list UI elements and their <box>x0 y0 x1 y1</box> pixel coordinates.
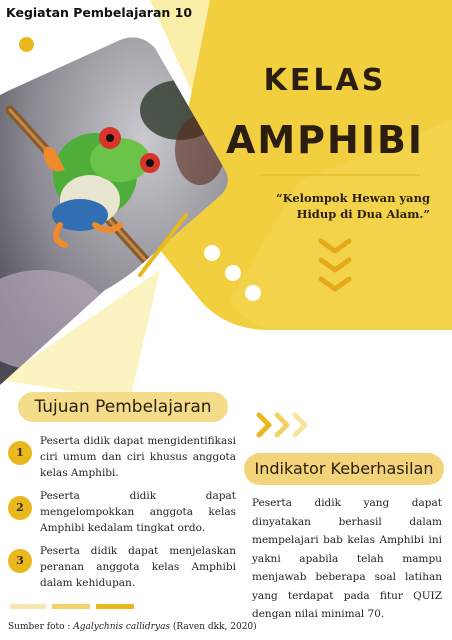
photo-source <box>8 622 257 632</box>
footer-bar-3 <box>96 604 134 609</box>
header-label: Kegiatan Pembelajaran 10 <box>6 5 193 20</box>
bubble-3 <box>245 285 261 301</box>
chevron-right-icon <box>256 412 316 438</box>
item-number-1: 1 <box>8 441 32 465</box>
tujuan-item-3: Peserta didik dapat menjelaskan peranan anggota kelas Amphibi dalam kehidupan. <box>40 545 236 589</box>
source-suffix: (Raven dkk, 2020) <box>170 622 257 632</box>
title-line-1: KELAS <box>263 63 387 98</box>
bubble-1 <box>204 245 220 261</box>
footer-bar-2 <box>52 604 90 609</box>
item-number-3: 3 <box>8 549 32 573</box>
tujuan-item-1: Peserta didik dapat mengidentifikasi ciri umum dan ciri khusus anggota kelas Amphibi. <box>40 435 236 479</box>
tujuan-item-2: Peserta didik dapat mengelompokkan anggota kelas Amphibi kedalam tingkat ordo. <box>40 490 236 534</box>
tagline: “Kelompok Hewan yang Hidup di Dua Alam.” <box>276 191 430 221</box>
footer-bar-1 <box>10 604 46 609</box>
accent-dot <box>19 37 34 52</box>
indikator-text: Peserta didik yang dapat dinyatakan berhasil dalam mempelajari bab kelas Amphibi ini yakni apabila telah mampu menjawab beberapa soal latihan yang terdapat pada fitur QUIZ dengan nilai minimal 70. <box>252 497 442 620</box>
bubble-2 <box>225 265 241 281</box>
source-species: Agalychnis callidryas <box>73 622 171 632</box>
chevron-down-icon <box>318 238 352 300</box>
tujuan-heading: Tujuan Pembelajaran <box>18 392 228 422</box>
source-prefix: Sumber foto : <box>8 622 74 632</box>
indikator-heading: Indikator Keberhasilan <box>244 453 444 485</box>
title-line-2: AMPHIBI <box>225 118 425 162</box>
item-number-2: 2 <box>8 496 32 520</box>
